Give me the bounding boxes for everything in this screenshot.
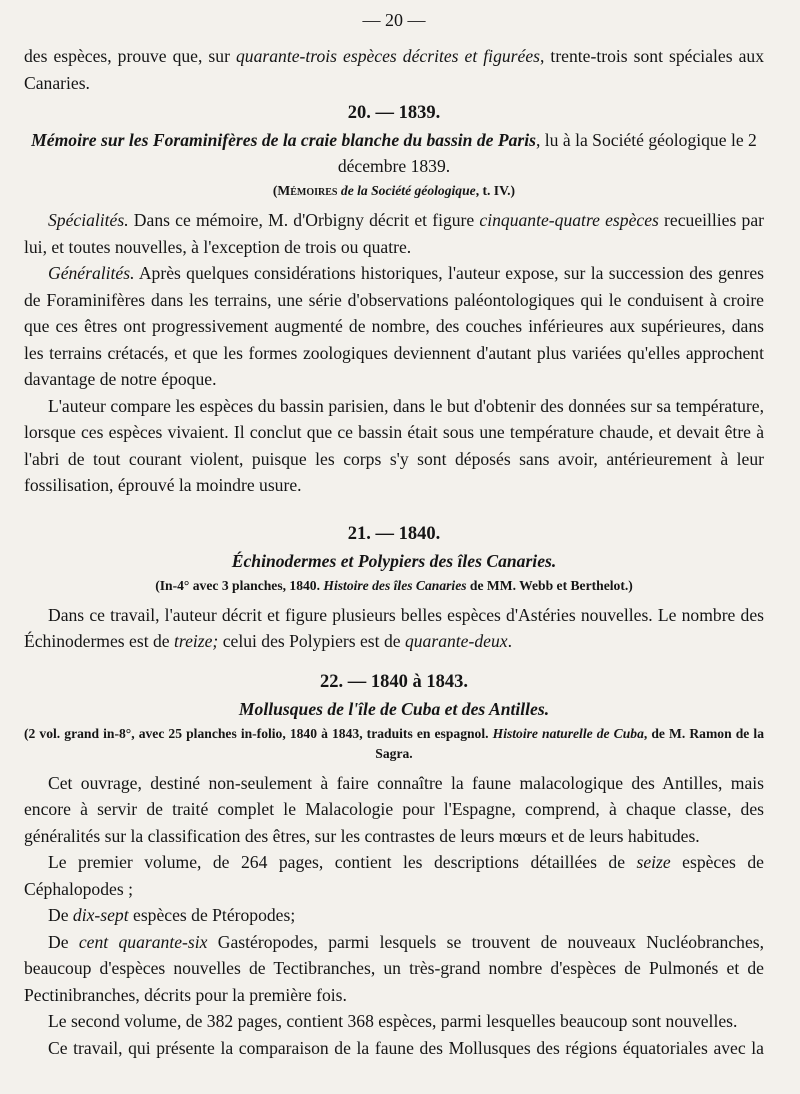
section-20-note-italic: de la Société géologique — [337, 183, 476, 198]
section-21-heading: 21. — 1840. — [347, 523, 441, 544]
section-20-paragraph-3: L'auteur compare les espèces du bassin parisien, dans le but d'obtenir des données sur sa température, lorsque ces espèces vivaient. Il conclut que ce bassin était sous une température chaude, et devait être à l'abri de tout courant violent, puisque les corps s'y sont déposés sans avoir, antérieurement à leur fossilisation, éprouvé la moindre usure. — [24, 395, 764, 495]
section-22-p3-text-1: De — [48, 905, 73, 925]
section-21-paragraph-1 — [24, 602, 764, 655]
section-20-paragraph-2 — [24, 260, 764, 393]
section-22-title — [24, 696, 764, 722]
intro-text-2: , trente-trois sont spéciales aux Canaries. — [24, 46, 764, 93]
section-22-p3-italic: dix-sept — [72, 905, 129, 925]
section-20-label-specialites: Spécialités. — [48, 210, 129, 230]
section-22-p3-text-2: espèces de Ptéropodes; — [128, 905, 296, 925]
section-20-label-generalites: Généralités. — [48, 263, 135, 283]
section-21-note-text-2: de MM. Webb et Berthelot.) — [466, 577, 633, 593]
section-21-note-italic: Histoire des îles Canaries — [323, 577, 467, 593]
section-22-p2-text-1: Le premier volume, de 264 pages, contient les descriptions détaillées de — [48, 852, 637, 872]
section-22-paragraph-4 — [24, 929, 764, 1009]
section-22-paragraph-3 — [24, 902, 764, 929]
section-22-paragraph-6: Ce travail, qui présente la comparaison de la faune des Mollusques des régions équatoriales avec la — [48, 1037, 764, 1058]
section-22-p2-italic: seize — [636, 852, 671, 872]
section-21-title-text: Échinodermes et Polypiers des îles Canaries. — [231, 550, 557, 571]
section-22-paragraph-5: Le second volume, de 382 pages, contient 368 espèces, parmi lesquelles beaucoup sont nouvelles. — [48, 1011, 738, 1031]
section-22-note-text-2: , de M. Ramon de la Sagra. — [375, 725, 764, 761]
section-21-p1-text-2: celui des Polypiers est de — [218, 631, 405, 651]
section-21-p1-italic-2: quarante-deux — [404, 631, 508, 651]
section-22-paragraph-1: Cet ouvrage, destiné non-seulement à faire connaître la faune malacologique des Antilles, mais encore à servir de traité complet le Malacologie pour l'Espagne, comprend, à chaque classe, des généralités sur la classification des êtres, sur les contrastes de leurs mœurs et de leurs habitudes. — [24, 772, 764, 846]
section-20-title-rest: , lu à la Société géologique le 2 décembre 1839. — [337, 130, 757, 176]
section-21-p1-italic-1: treize; — [174, 631, 219, 651]
section-21-note-text-1: (In-4° avec 3 planches, 1840. — [155, 577, 324, 593]
section-22-note-italic: Histoire naturelle de Cuba — [492, 725, 644, 741]
section-20-p2-text: Après quelques considérations historiques, l'auteur expose, sur la succession des genres de Foraminifères dans les terrains, une série d'observations paléontologiques qui le conduisent à croire que ces êtres ont progressivement augmenté de nombre, des couches inférieures aux supérieures, dans les terrains crétacés, et que les formes zoologiques deviennent d'autant plus variées qu'elles approchent davantage de notre époque. — [24, 263, 764, 389]
section-21-p1-text-1: Dans ce travail, l'auteur décrit et figure plusieurs belles espèces d'Astéries nouvelles. Le nombre des Échinodermes est de — [24, 604, 764, 651]
section-22-p4-text-2: Gastéropodes, parmi lesquels se trouvent de nouveaux Nucléobranches, beaucoup d'espèces nouvelles de Tectibranches, un très-grand nombre d'espèces de Pulmonés et de Pectinibranches, décrits pour la première fois. — [24, 931, 764, 1005]
section-22-heading: 22. — 1840 à 1843. — [320, 671, 468, 692]
intro-italic-1: quarante-trois espèces décrites et figurées — [235, 46, 540, 66]
section-21-title — [24, 548, 764, 574]
section-20-note-rest: , t. IV.) — [475, 183, 516, 198]
section-20-title — [24, 127, 764, 179]
section-20-note — [24, 181, 764, 201]
section-20-p1-text-2: recueillies par lui, et toutes nouvelles, à l'exception de trois ou quatre. — [24, 210, 764, 257]
section-22-note — [24, 724, 764, 764]
section-21-p1-text-3: . — [507, 631, 512, 651]
page-number: — 20 — — [362, 10, 426, 30]
section-20-title-bold: Mémoire sur les Foraminifères de la craie blanche du bassin de Paris — [31, 130, 536, 150]
section-22-p4-italic: cent quarante-six — [78, 931, 208, 952]
intro-paragraph — [24, 43, 764, 96]
section-20-heading: 20. — 1839. — [347, 103, 441, 123]
section-22-note-text-1: (2 vol. grand in-8°, avec 25 planches in-folio, 1840 à 1843, traduits en espagnol. — [24, 725, 493, 741]
section-22-paragraph-2 — [24, 849, 764, 902]
section-20-note-sc: (Mémoires — [272, 183, 338, 198]
section-22-p2-text-2: espèces de Céphalopodes ; — [24, 852, 764, 899]
section-20-paragraph-1 — [24, 207, 764, 260]
section-21-note — [24, 576, 764, 596]
intro-text-1: des espèces, prouve que, sur — [24, 46, 236, 66]
section-20-p1-text-1: Dans ce mémoire, M. d'Orbigny décrit et figure — [128, 210, 480, 230]
section-20-p1-italic-1: cinquante-quatre espèces — [479, 210, 659, 230]
section-22-p4-text-1: De — [48, 931, 79, 952]
section-22-title-text: Mollusques de l'île de Cuba et des Antilles. — [238, 698, 550, 719]
